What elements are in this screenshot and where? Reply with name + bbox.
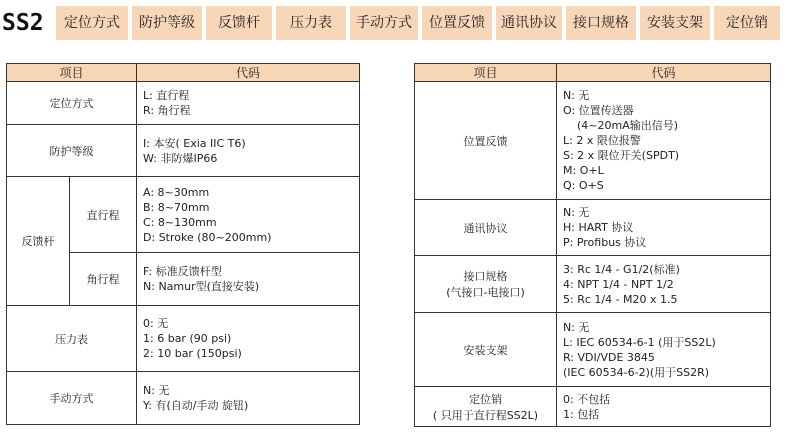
row-codes-linear: A: 8~30mm B: 8~70mm C: 8~130mm D: Stroke (80~200mm) <box>137 177 360 253</box>
table-row <box>415 82 771 200</box>
table-row <box>7 177 360 253</box>
row-codes-bracket: N: 无 L: IEC 60534-6-1 (用于SS2L) R: VDI/VDE 3845 (IEC 60534-6-2)(用于SS2R) <box>557 313 771 387</box>
column-header-code: 代码 <box>557 64 771 82</box>
row-codes-position-feedback: N: 无 O: 位置传送器 (4~20mA输出信号) L: 2 x 限位报警 S: 2 x 限位开关(SPDT) M: O+L Q: O+S <box>557 82 771 200</box>
row-codes-gauge: 0: 无 1: 6 bar (90 psi) 2: 10 bar (150psi) <box>137 306 360 372</box>
tag-feedback-rod: 反馈杆 <box>206 6 272 40</box>
table-row <box>415 200 771 256</box>
right-spec-table <box>414 63 771 427</box>
row-label-manual: 手动方式 <box>7 372 137 425</box>
table-row <box>7 82 360 125</box>
tag-position-feedback: 位置反馈 <box>422 6 492 40</box>
tag-gauge: 压力表 <box>276 6 346 40</box>
row-codes-manual: N: 无 Y: 有(自动/手动 旋钮) <box>137 372 360 425</box>
row-label-linear: 直行程 <box>70 177 137 253</box>
table-row <box>7 125 360 177</box>
row-codes-protection: I: 本安( Exia IIC T6) W: 非防爆IP66 <box>137 125 360 177</box>
column-header-item: 项目 <box>415 64 557 82</box>
table-row <box>7 372 360 425</box>
header-bar <box>0 0 796 46</box>
row-codes-positioning: L: 直行程 R: 角行程 <box>137 82 360 125</box>
table-row <box>415 256 771 313</box>
column-header-code: 代码 <box>137 64 360 82</box>
row-label-rotary: 角行程 <box>70 253 137 306</box>
column-header-item: 项目 <box>7 64 137 82</box>
row-label-feedback-rod: 反馈杆 <box>7 177 70 306</box>
row-codes-interface: 3: Rc 1/4 - G1/2(标准) 4: NPT 1/4 - NPT 1/2 5: Rc 1/4 - M20 x 1.5 <box>557 256 771 313</box>
row-label-bracket: 安装支架 <box>415 313 557 387</box>
row-label-protocol: 通讯协议 <box>415 200 557 256</box>
tag-pin: 定位销 <box>714 6 780 40</box>
table-row <box>415 387 771 427</box>
tag-positioning: 定位方式 <box>56 6 128 40</box>
row-label-gauge: 压力表 <box>7 306 137 372</box>
tag-bracket: 安装支架 <box>640 6 710 40</box>
row-codes-pin: 0: 不包括 1: 包括 <box>557 387 771 427</box>
tag-manual: 手动方式 <box>350 6 418 40</box>
tag-protection: 防护等级 <box>132 6 202 40</box>
tag-interface: 接口规格 <box>566 6 636 40</box>
row-codes-rotary: F: 标准反馈杆型 N: Namur型(直接安装) <box>137 253 360 306</box>
left-spec-table <box>6 63 360 425</box>
model-code: SS2 <box>2 10 44 36</box>
tag-protocol: 通讯协议 <box>496 6 562 40</box>
row-label-positioning: 定位方式 <box>7 82 137 125</box>
row-label-position-feedback: 位置反馈 <box>415 82 557 200</box>
row-label-protection: 防护等级 <box>7 125 137 177</box>
row-codes-protocol: N: 无 H: HART 协议 P: Profibus 协议 <box>557 200 771 256</box>
row-label-pin: 定位销 ( 只用于直行程SS2L) <box>415 387 557 427</box>
table-row <box>7 306 360 372</box>
table-row <box>415 313 771 387</box>
row-label-interface: 接口规格 (气接口-电接口) <box>415 256 557 313</box>
